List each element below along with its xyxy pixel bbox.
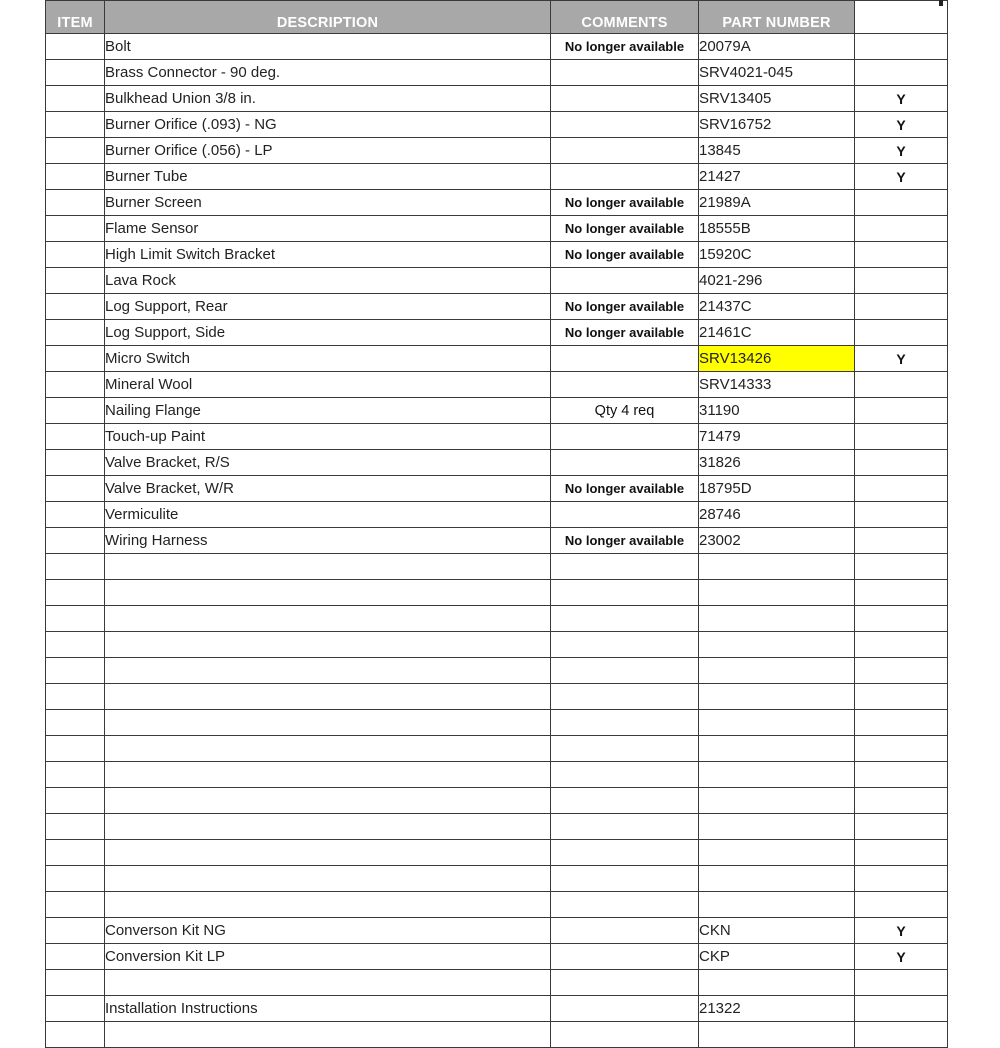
table-row bbox=[46, 372, 948, 398]
part-number-cell bbox=[699, 632, 855, 658]
description-cell: Valve Bracket, R/S bbox=[105, 450, 551, 476]
description-cell: Converson Kit NG bbox=[105, 918, 551, 944]
item-cell bbox=[46, 320, 105, 346]
comments-cell bbox=[551, 112, 699, 138]
table-row bbox=[46, 450, 948, 476]
part-number-cell bbox=[699, 554, 855, 580]
part-number-cell: 31826 bbox=[699, 450, 855, 476]
table-row bbox=[46, 736, 948, 762]
flag-cell bbox=[855, 866, 948, 892]
item-cell bbox=[46, 138, 105, 164]
description-cell: Log Support, Rear bbox=[105, 294, 551, 320]
header-description: DESCRIPTION bbox=[105, 1, 551, 34]
description-cell bbox=[105, 606, 551, 632]
part-number-cell: SRV14333 bbox=[699, 372, 855, 398]
description-cell: Burner Orifice (.093) - NG bbox=[105, 112, 551, 138]
table-row bbox=[46, 814, 948, 840]
comments-cell bbox=[551, 450, 699, 476]
part-number-cell: 18555B bbox=[699, 216, 855, 242]
comments-cell bbox=[551, 918, 699, 944]
description-cell: Touch-up Paint bbox=[105, 424, 551, 450]
flag-cell bbox=[855, 242, 948, 268]
flag-cell bbox=[855, 632, 948, 658]
description-cell: Micro Switch bbox=[105, 346, 551, 372]
description-cell: Installation Instructions bbox=[105, 996, 551, 1022]
description-cell bbox=[105, 840, 551, 866]
comments-cell bbox=[551, 138, 699, 164]
table-row bbox=[46, 892, 948, 918]
part-number-cell bbox=[699, 970, 855, 996]
description-cell: Nailing Flange bbox=[105, 398, 551, 424]
flag-cell: Y bbox=[855, 164, 948, 190]
flag-cell bbox=[855, 60, 948, 86]
item-cell bbox=[46, 554, 105, 580]
item-cell bbox=[46, 606, 105, 632]
part-number-cell bbox=[699, 580, 855, 606]
comments-cell bbox=[551, 164, 699, 190]
flag-cell bbox=[855, 840, 948, 866]
comments-cell: No longer available bbox=[551, 320, 699, 346]
part-number-cell: 71479 bbox=[699, 424, 855, 450]
table-row bbox=[46, 866, 948, 892]
comments-cell bbox=[551, 554, 699, 580]
table-row bbox=[46, 918, 948, 944]
item-cell bbox=[46, 1022, 105, 1048]
flag-cell bbox=[855, 658, 948, 684]
comments-cell bbox=[551, 762, 699, 788]
comments-cell bbox=[551, 710, 699, 736]
item-cell bbox=[46, 762, 105, 788]
table-row bbox=[46, 580, 948, 606]
comments-cell: No longer available bbox=[551, 216, 699, 242]
part-number-cell bbox=[699, 684, 855, 710]
part-number-cell bbox=[699, 606, 855, 632]
item-cell bbox=[46, 294, 105, 320]
item-cell bbox=[46, 502, 105, 528]
comments-cell bbox=[551, 814, 699, 840]
description-cell bbox=[105, 684, 551, 710]
table-row bbox=[46, 268, 948, 294]
description-cell: Burner Tube bbox=[105, 164, 551, 190]
item-cell bbox=[46, 86, 105, 112]
part-number-cell bbox=[699, 788, 855, 814]
flag-cell bbox=[855, 190, 948, 216]
item-cell bbox=[46, 34, 105, 60]
part-number-cell: 20079A bbox=[699, 34, 855, 60]
part-number-cell: CKN bbox=[699, 918, 855, 944]
comments-cell bbox=[551, 86, 699, 112]
part-number-cell: 4021-296 bbox=[699, 268, 855, 294]
comments-cell bbox=[551, 268, 699, 294]
item-cell bbox=[46, 190, 105, 216]
parts-table bbox=[45, 0, 948, 1048]
item-cell bbox=[46, 424, 105, 450]
table-row bbox=[46, 398, 948, 424]
flag-cell bbox=[855, 736, 948, 762]
header-part-number: PART NUMBER bbox=[699, 1, 855, 34]
comments-cell bbox=[551, 606, 699, 632]
description-cell bbox=[105, 554, 551, 580]
part-number-cell: SRV13405 bbox=[699, 86, 855, 112]
header-flag bbox=[855, 1, 948, 34]
comments-cell bbox=[551, 892, 699, 918]
table-row bbox=[46, 242, 948, 268]
comments-cell bbox=[551, 372, 699, 398]
header-comments: COMMENTS bbox=[551, 1, 699, 34]
parts-table-body bbox=[46, 34, 948, 1048]
table-row bbox=[46, 840, 948, 866]
part-number-cell bbox=[699, 866, 855, 892]
item-cell bbox=[46, 242, 105, 268]
description-cell: Burner Screen bbox=[105, 190, 551, 216]
comments-cell bbox=[551, 840, 699, 866]
comments-cell bbox=[551, 684, 699, 710]
table-row bbox=[46, 320, 948, 346]
comments-cell: Qty 4 req bbox=[551, 398, 699, 424]
table-row bbox=[46, 424, 948, 450]
part-number-cell: SRV13426 bbox=[699, 346, 855, 372]
part-number-cell: CKP bbox=[699, 944, 855, 970]
flag-cell bbox=[855, 554, 948, 580]
table-row bbox=[46, 476, 948, 502]
part-number-cell: SRV16752 bbox=[699, 112, 855, 138]
part-number-cell: 21989A bbox=[699, 190, 855, 216]
description-cell bbox=[105, 1022, 551, 1048]
description-cell bbox=[105, 970, 551, 996]
comments-cell bbox=[551, 424, 699, 450]
table-row bbox=[46, 346, 948, 372]
flag-cell bbox=[855, 684, 948, 710]
description-cell: Flame Sensor bbox=[105, 216, 551, 242]
description-cell bbox=[105, 892, 551, 918]
description-cell: High Limit Switch Bracket bbox=[105, 242, 551, 268]
item-cell bbox=[46, 866, 105, 892]
comments-cell bbox=[551, 736, 699, 762]
header-item: ITEM bbox=[46, 1, 105, 34]
part-number-cell bbox=[699, 762, 855, 788]
table-header-row bbox=[46, 1, 948, 34]
item-cell bbox=[46, 372, 105, 398]
item-cell bbox=[46, 736, 105, 762]
item-cell bbox=[46, 970, 105, 996]
flag-cell bbox=[855, 788, 948, 814]
comments-cell: No longer available bbox=[551, 528, 699, 554]
comments-cell bbox=[551, 970, 699, 996]
comments-cell bbox=[551, 632, 699, 658]
comments-cell bbox=[551, 60, 699, 86]
flag-cell bbox=[855, 372, 948, 398]
flag-cell bbox=[855, 528, 948, 554]
description-cell: Burner Orifice (.056) - LP bbox=[105, 138, 551, 164]
item-cell bbox=[46, 268, 105, 294]
table-row bbox=[46, 788, 948, 814]
part-number-cell bbox=[699, 892, 855, 918]
part-number-cell: 13845 bbox=[699, 138, 855, 164]
part-number-cell bbox=[699, 1022, 855, 1048]
item-cell bbox=[46, 840, 105, 866]
table-row bbox=[46, 996, 948, 1022]
parts-list-sheet bbox=[45, 0, 947, 1017]
description-cell bbox=[105, 866, 551, 892]
flag-cell bbox=[855, 892, 948, 918]
flag-cell bbox=[855, 710, 948, 736]
part-number-cell: SRV4021-045 bbox=[699, 60, 855, 86]
table-row bbox=[46, 944, 948, 970]
header-flag-mark bbox=[939, 0, 943, 6]
flag-cell bbox=[855, 762, 948, 788]
flag-cell: Y bbox=[855, 346, 948, 372]
description-cell: Wiring Harness bbox=[105, 528, 551, 554]
comments-cell bbox=[551, 1022, 699, 1048]
table-row bbox=[46, 86, 948, 112]
item-cell bbox=[46, 580, 105, 606]
comments-cell: No longer available bbox=[551, 242, 699, 268]
flag-cell bbox=[855, 996, 948, 1022]
comments-cell: No longer available bbox=[551, 34, 699, 60]
part-number-cell: 28746 bbox=[699, 502, 855, 528]
description-cell: Brass Connector - 90 deg. bbox=[105, 60, 551, 86]
part-number-cell bbox=[699, 658, 855, 684]
table-row bbox=[46, 1022, 948, 1048]
part-number-cell: 15920C bbox=[699, 242, 855, 268]
table-row bbox=[46, 112, 948, 138]
part-number-cell bbox=[699, 736, 855, 762]
part-number-cell bbox=[699, 840, 855, 866]
table-row bbox=[46, 294, 948, 320]
flag-cell: Y bbox=[855, 138, 948, 164]
comments-cell: No longer available bbox=[551, 190, 699, 216]
table-row bbox=[46, 164, 948, 190]
flag-cell bbox=[855, 216, 948, 242]
table-row bbox=[46, 606, 948, 632]
comments-cell bbox=[551, 866, 699, 892]
item-cell bbox=[46, 216, 105, 242]
item-cell bbox=[46, 684, 105, 710]
item-cell bbox=[46, 814, 105, 840]
comments-cell: No longer available bbox=[551, 294, 699, 320]
flag-cell: Y bbox=[855, 944, 948, 970]
comments-cell bbox=[551, 346, 699, 372]
part-number-cell: 21322 bbox=[699, 996, 855, 1022]
flag-cell bbox=[855, 476, 948, 502]
flag-cell bbox=[855, 398, 948, 424]
item-cell bbox=[46, 112, 105, 138]
item-cell bbox=[46, 710, 105, 736]
table-row bbox=[46, 710, 948, 736]
table-row bbox=[46, 528, 948, 554]
item-cell bbox=[46, 892, 105, 918]
part-number-cell: 21427 bbox=[699, 164, 855, 190]
flag-cell bbox=[855, 970, 948, 996]
flag-cell bbox=[855, 502, 948, 528]
item-cell bbox=[46, 346, 105, 372]
table-row bbox=[46, 632, 948, 658]
flag-cell: Y bbox=[855, 918, 948, 944]
description-cell bbox=[105, 580, 551, 606]
description-cell bbox=[105, 762, 551, 788]
flag-cell bbox=[855, 424, 948, 450]
table-row bbox=[46, 216, 948, 242]
part-number-cell: 21437C bbox=[699, 294, 855, 320]
table-row bbox=[46, 60, 948, 86]
description-cell bbox=[105, 710, 551, 736]
description-cell: Log Support, Side bbox=[105, 320, 551, 346]
description-cell bbox=[105, 736, 551, 762]
table-row bbox=[46, 658, 948, 684]
description-cell: Valve Bracket, W/R bbox=[105, 476, 551, 502]
description-cell: Conversion Kit LP bbox=[105, 944, 551, 970]
part-number-cell bbox=[699, 814, 855, 840]
flag-cell bbox=[855, 606, 948, 632]
description-cell bbox=[105, 658, 551, 684]
flag-cell bbox=[855, 34, 948, 60]
description-cell bbox=[105, 788, 551, 814]
part-number-cell: 18795D bbox=[699, 476, 855, 502]
flag-cell bbox=[855, 320, 948, 346]
item-cell bbox=[46, 164, 105, 190]
description-cell: Bulkhead Union 3/8 in. bbox=[105, 86, 551, 112]
table-row bbox=[46, 684, 948, 710]
item-cell bbox=[46, 788, 105, 814]
flag-cell bbox=[855, 1022, 948, 1048]
flag-cell bbox=[855, 814, 948, 840]
table-row bbox=[46, 502, 948, 528]
comments-cell bbox=[551, 580, 699, 606]
flag-cell: Y bbox=[855, 86, 948, 112]
item-cell bbox=[46, 658, 105, 684]
flag-cell: Y bbox=[855, 112, 948, 138]
flag-cell bbox=[855, 450, 948, 476]
part-number-cell bbox=[699, 710, 855, 736]
description-cell: Bolt bbox=[105, 34, 551, 60]
comments-cell bbox=[551, 788, 699, 814]
table-row bbox=[46, 762, 948, 788]
flag-cell bbox=[855, 268, 948, 294]
item-cell bbox=[46, 996, 105, 1022]
item-cell bbox=[46, 450, 105, 476]
part-number-cell: 23002 bbox=[699, 528, 855, 554]
comments-cell bbox=[551, 502, 699, 528]
item-cell bbox=[46, 632, 105, 658]
item-cell bbox=[46, 918, 105, 944]
description-cell: Lava Rock bbox=[105, 268, 551, 294]
item-cell bbox=[46, 944, 105, 970]
flag-cell bbox=[855, 580, 948, 606]
item-cell bbox=[46, 528, 105, 554]
comments-cell bbox=[551, 944, 699, 970]
item-cell bbox=[46, 398, 105, 424]
description-cell bbox=[105, 814, 551, 840]
item-cell bbox=[46, 60, 105, 86]
comments-cell: No longer available bbox=[551, 476, 699, 502]
table-row bbox=[46, 138, 948, 164]
comments-cell bbox=[551, 658, 699, 684]
description-cell bbox=[105, 632, 551, 658]
item-cell bbox=[46, 476, 105, 502]
part-number-cell: 31190 bbox=[699, 398, 855, 424]
flag-cell bbox=[855, 294, 948, 320]
description-cell: Mineral Wool bbox=[105, 372, 551, 398]
table-row bbox=[46, 190, 948, 216]
table-row bbox=[46, 970, 948, 996]
description-cell: Vermiculite bbox=[105, 502, 551, 528]
table-row bbox=[46, 554, 948, 580]
comments-cell bbox=[551, 996, 699, 1022]
part-number-cell: 21461C bbox=[699, 320, 855, 346]
table-row bbox=[46, 34, 948, 60]
